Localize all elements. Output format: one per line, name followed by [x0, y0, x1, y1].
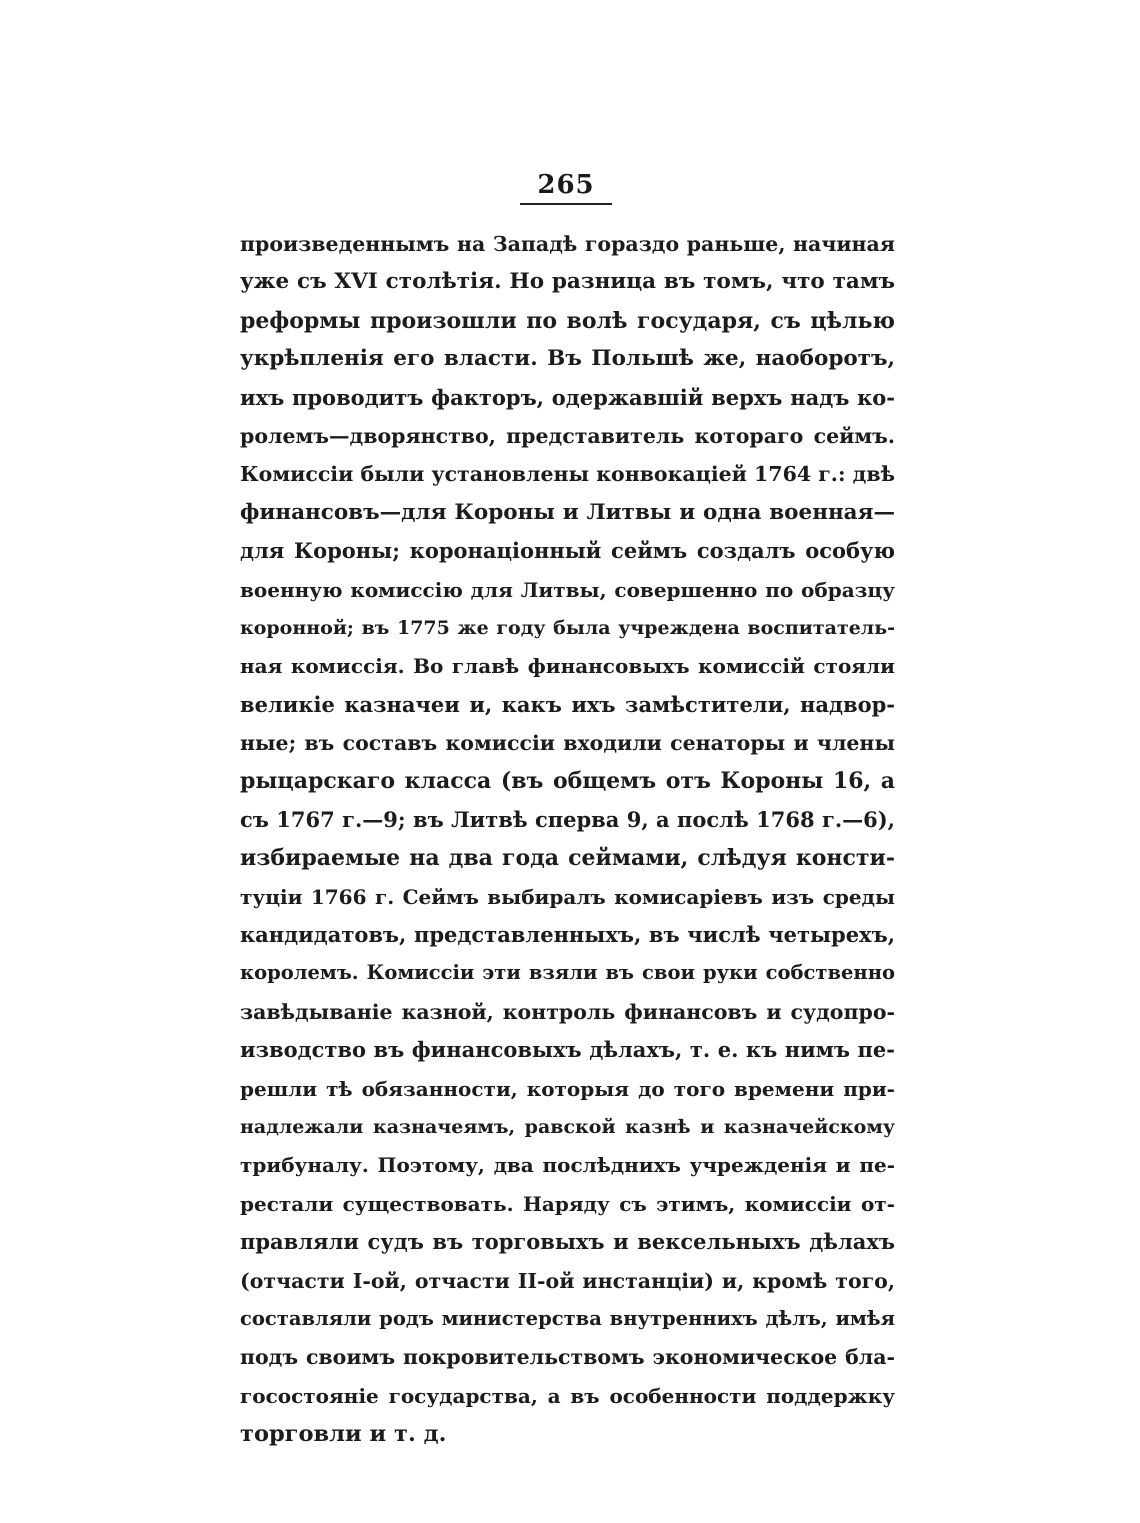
text-line: туціи 1766 г. Сеймъ выбиралъ комисаріевъ изъ среды: [240, 884, 895, 909]
text-line: великіе казначеи и, какъ ихъ замѣстители, надвор-: [240, 691, 895, 717]
text-line: изводство въ финансовыхъ дѣлахъ, т. е. къ нимъ пе-: [240, 1037, 895, 1063]
text-line: надлежали казначеямъ, равской казнѣ и казначейскому: [240, 1115, 895, 1138]
text-line: трибуналу. Поэтому, два послѣднихъ учрежденія и пе-: [240, 1153, 895, 1178]
text-line: финансовъ—для Короны и Литвы и одна военная—: [240, 499, 895, 525]
text-line: правляли судъ въ торговыхъ и вексельныхъ дѣлахъ: [240, 1229, 895, 1255]
page-number-rule: [520, 203, 612, 205]
text-line: военную комиссію для Литвы, совершенно по образцу: [240, 577, 895, 602]
text-line: коронной; въ 1775 же году была учреждена воспитатель-: [240, 616, 895, 639]
text-line: реформы произошли по волѣ государя, съ цѣлью: [240, 307, 895, 334]
text-line: составляли родъ министерства внутреннихъ дѣлъ, имѣя: [240, 1306, 895, 1330]
text-line-last: торговли и т. д.: [240, 1421, 447, 1448]
text-line: избираемые на два года сеймами, слѣдуя консти-: [240, 845, 895, 872]
text-line: уже съ XVI столѣтія. Но разница въ томъ, что тамъ: [240, 269, 895, 295]
text-line: (отчасти I-ой, отчасти II-ой инстанціи) и, кромѣ того,: [240, 1268, 895, 1293]
text-line: завѣдываніе казной, контроль финансовъ и судопро-: [240, 999, 895, 1024]
text-line: для Короны; коронаціонный сеймъ создалъ особую: [240, 538, 895, 564]
text-line: произведеннымъ на Западѣ гораздо раньше, начиная: [240, 232, 895, 256]
page-number: 265: [537, 170, 595, 200]
text-line: ная комиссія. Во главѣ финансовыхъ комиссій стояли: [240, 654, 895, 679]
text-line: съ 1767 г.—9; въ Литвѣ сперва 9, а послѣ 1768 г.—6),: [240, 806, 895, 832]
text-line: подъ своимъ покровительствомъ экономическое бла-: [240, 1345, 895, 1370]
text-line: госостояніе государства, а въ особенности поддержку: [240, 1383, 895, 1408]
text-line: рестали существовать. Наряду съ этимъ, комиссіи от-: [240, 1191, 895, 1216]
text-line: укрѣпленія его власти. Въ Польшѣ же, наоборотъ,: [240, 346, 895, 372]
text-line: ные; въ составъ комиссіи входили сенаторы и члены: [240, 731, 895, 756]
text-line: рыцарскаго класса (въ общемъ отъ Короны 16, а: [240, 768, 895, 795]
text-line: решли тѣ обязанности, которыя до того времени при-: [240, 1076, 895, 1101]
body-text: [240, 225, 895, 1454]
text-line: королемъ. Комиссіи эти взяли въ свои руки собственно: [240, 961, 895, 985]
text-line: ролемъ—дворянство, представитель котораго сеймъ.: [240, 423, 895, 448]
text-line: Комиссіи были установлены конвокаціей 1764 г.: двѣ: [240, 462, 895, 487]
text-line: ихъ проводитъ факторъ, одержавшій верхъ надъ ко-: [240, 384, 895, 410]
text-line: кандидатовъ, представленныхъ, въ числѣ четырехъ,: [240, 922, 895, 948]
